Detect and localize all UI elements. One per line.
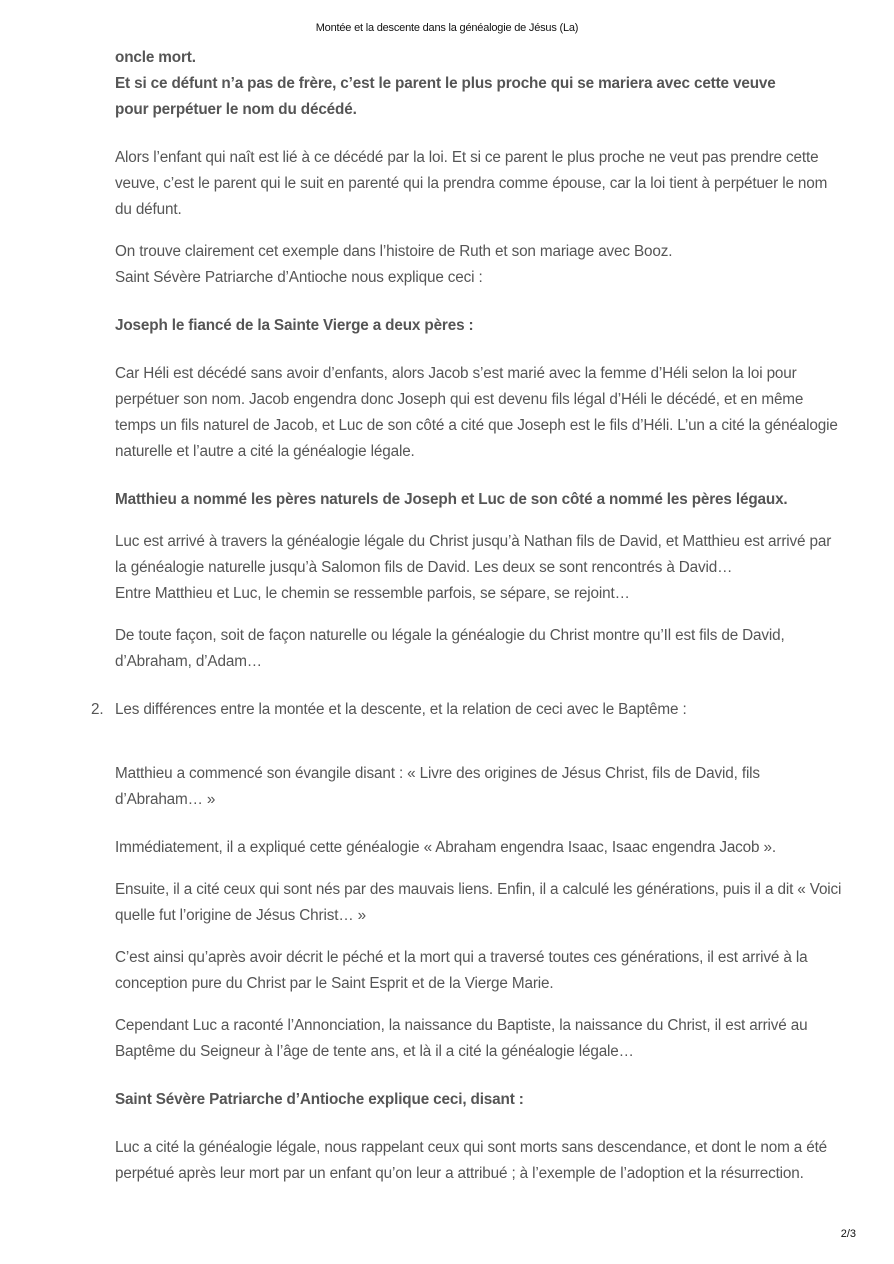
list-item-2 bbox=[91, 697, 845, 723]
text-bold-line: Et si ce défunt n’a pas de frère, c’est le parent le plus proche qui se mariera avec cette veuve bbox=[115, 75, 776, 92]
paragraph: Matthieu a commencé son évangile disant : « Livre des origines de Jésus Christ, fils de David, fils d’Abraham… » bbox=[115, 765, 760, 808]
paragraph: Car Héli est décédé sans avoir d’enfants, alors Jacob s’est marié avec la femme d’Héli selon la loi pour perpétuer son nom. Jacob engendra donc Joseph qui est devenu fils légal d’Héli le décédé, et en même temps un fils naturel de Jacob, et Luc de son côté a cité que Joseph est le fils d’Héli. L’un a cité la généalogie naturelle et l’autre a cité la généalogie légale. bbox=[115, 365, 838, 460]
paragraph-line: Entre Matthieu et Luc, le chemin se ressemble parfois, se sépare, se rejoint… bbox=[115, 585, 630, 602]
text-bold-oncle-mort: oncle mort. bbox=[115, 49, 196, 66]
paragraph: Luc a cité la généalogie légale, nous rappelant ceux qui sont morts sans descendance, et dont le nom a été perpétué après leur mort par un enfant qu’on leur a attribué ; à l’exemple de l’adoption et la résurrection. bbox=[115, 1139, 828, 1182]
document-body bbox=[91, 45, 845, 1187]
list-item-text: Les différences entre la montée et la descente, et la relation de ceci avec le Baptême : bbox=[115, 701, 687, 718]
paragraph: Cependant Luc a raconté l’Annonciation, la naissance du Baptiste, la naissance du Christ, il est arrivé au Baptême du Seigneur à l’âge de tente ans, et là il a cité la généalogie légale… bbox=[115, 1017, 808, 1060]
paragraph: Immédiatement, il a expliqué cette généalogie « Abraham engendra Isaac, Isaac engendra Jacob ». bbox=[115, 839, 776, 856]
subheading-severe: Saint Sévère Patriarche d’Antioche explique ceci, disant : bbox=[115, 1091, 524, 1108]
subheading-joseph: Joseph le fiancé de la Sainte Vierge a deux pères : bbox=[115, 317, 474, 334]
paragraph: De toute façon, soit de façon naturelle ou légale la généalogie du Christ montre qu’Il est fils de David, d’Abraham, d’Adam… bbox=[115, 627, 785, 670]
list-number: 2. bbox=[91, 701, 104, 718]
paragraph-line: On trouve clairement cet exemple dans l’histoire de Ruth et son mariage avec Booz. bbox=[115, 243, 673, 260]
page-header-title: Montée et la descente dans la généalogie de Jésus (La) bbox=[315, 22, 579, 34]
paragraph: Ensuite, il a cité ceux qui sont nés par des mauvais liens. Enfin, il a calculé les générations, puis il a dit « Voici quelle fut l’origine de Jésus Christ… » bbox=[115, 881, 842, 924]
paragraph-line: Saint Sévère Patriarche d’Antioche nous explique ceci : bbox=[115, 269, 483, 286]
text-bold-line: pour perpétuer le nom du décédé. bbox=[115, 101, 357, 118]
paragraph-line: Luc est arrivé à travers la généalogie légale du Christ jusqu’à Nathan fils de David, et Matthieu est arrivé par la généalogie naturelle jusqu’à Salomon fils de David. Les deux se sont rencontrés à David… bbox=[115, 533, 832, 576]
subheading-matthieu: Matthieu a nommé les pères naturels de Joseph et Luc de son côté a nommé les pères légaux. bbox=[115, 491, 788, 508]
paragraph: Alors l’enfant qui naît est lié à ce décédé par la loi. Et si ce parent le plus proche ne veut pas prendre cette veuve, c’est le parent qui le suit en parenté qui la prendra comme épouse, car la loi tient à perpétuer le nom du défunt. bbox=[115, 149, 828, 218]
page-number: 2/3 bbox=[840, 1228, 856, 1240]
paragraph: C’est ainsi qu’après avoir décrit le péché et la mort qui a traversé toutes ces générations, il est arrivé à la conception pure du Christ par le Saint Esprit et de la Vierge Marie. bbox=[115, 949, 808, 992]
